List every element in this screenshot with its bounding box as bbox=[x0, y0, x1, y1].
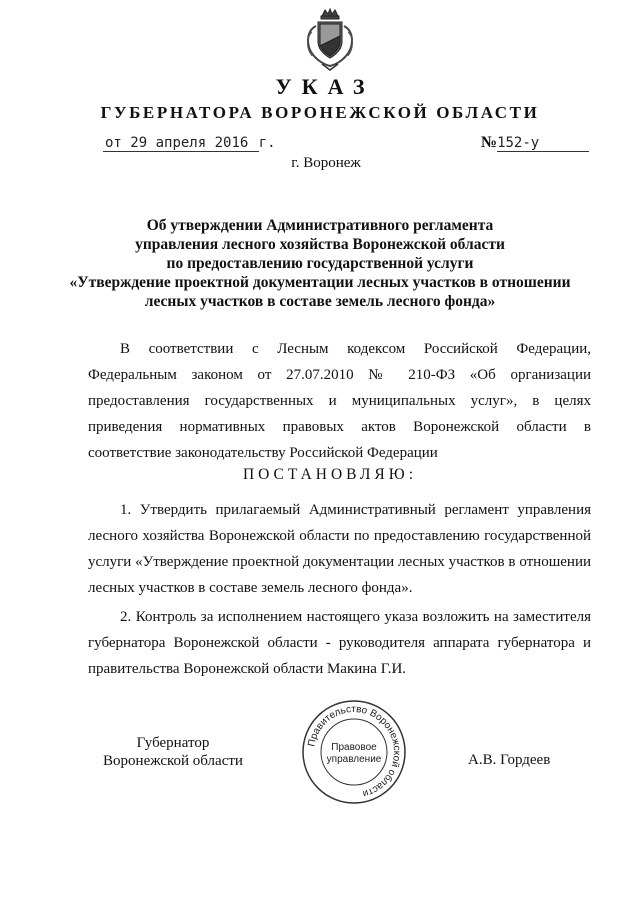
heading-line: «Утверждение проектной документации лесных участков в отношении bbox=[69, 274, 571, 291]
date-prefix: от bbox=[105, 135, 122, 151]
stamp-inner-line: управление bbox=[326, 754, 382, 765]
official-stamp bbox=[300, 698, 408, 806]
date-value: 29 апреля 2016 bbox=[130, 135, 249, 151]
signatory-title-line: Губернатор bbox=[136, 735, 210, 751]
heading-line: Об утверждении Административного регламента bbox=[146, 217, 494, 234]
signatory-title-line: Воронежской области bbox=[103, 753, 243, 769]
heading-line: лесных участков в составе земель лесного фонда» bbox=[144, 293, 496, 310]
document-city: г. Воронеж bbox=[291, 155, 361, 171]
signatory-title bbox=[88, 734, 258, 770]
document-heading bbox=[60, 216, 580, 311]
preamble-text: В соответствии с Лесным кодексом Российской Федерации, Федеральным законом от 27.07.2010 № 210-ФЗ «Об организации предоставления государственных и муниципальных услуг», в целях приведения нормативных правовых актов Воронежской области в соответствие законодательству Российской Федерации bbox=[88, 341, 591, 461]
number-sign: № bbox=[481, 134, 498, 151]
coat-of-arms-icon bbox=[300, 6, 360, 72]
clause-1-paragraph bbox=[88, 497, 591, 601]
stamp-inner-line: Правовое bbox=[331, 742, 377, 753]
signatory-name: А.В. Гордеев bbox=[468, 752, 551, 768]
document-title: УКАЗ bbox=[275, 74, 375, 99]
clause-2-text: 2. Контроль за исполнением настоящего указа возложить на заместителя губернатора Воронежской области - руководителя аппарата губернатора и правительства Воронежской области Макина Г.И. bbox=[88, 609, 591, 677]
heading-line: по предоставлению государственной услуги bbox=[166, 255, 474, 272]
document-number bbox=[481, 134, 589, 152]
number-value: 152-у bbox=[497, 135, 589, 152]
resolve-heading: ПОСТАНОВЛЯЮ: bbox=[242, 466, 418, 483]
heading-line: управления лесного хозяйства Воронежской области bbox=[135, 236, 505, 253]
date-suffix: г. bbox=[258, 135, 276, 151]
document-date bbox=[103, 135, 276, 151]
document-subtitle: ГУБЕРНАТОРА ВОРОНЕЖСКОЙ ОБЛАСТИ bbox=[100, 103, 540, 122]
stamp-outer-text: Правительство Воронежской области bbox=[306, 703, 403, 799]
preamble-paragraph bbox=[88, 336, 591, 466]
clause-2-paragraph bbox=[88, 604, 591, 682]
clause-1-text: 1. Утвердить прилагаемый Административный регламент управления лесного хозяйства Воронежской области по предоставлению государственной услуги «Утверждение проектной документации лесных участков в отношении лесных участков в составе земель лесного фонда». bbox=[88, 502, 591, 596]
